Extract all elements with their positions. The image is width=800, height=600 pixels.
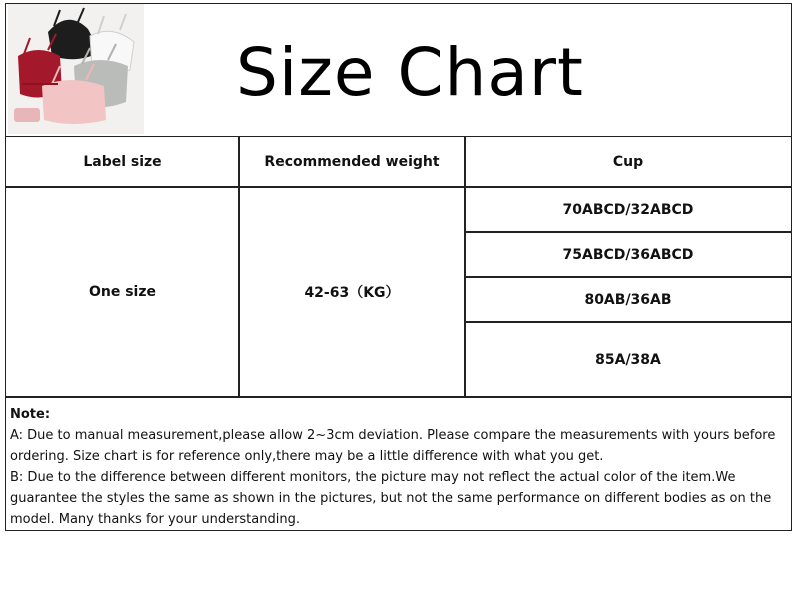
cup-size-2: 75ABCD/36ABCD [562,246,694,263]
table-divider [464,137,466,397]
table-divider [465,276,791,278]
header-cup: Cup [612,154,644,170]
table-divider [238,137,240,397]
cup-size-1: 70ABCD/32ABCD [562,201,694,218]
table-divider [6,396,791,398]
note-b: B: Due to the difference between different monitors, the picture may not reflect the actual color of the item.We guarantee the styles the same as shown in the pictures, but not the same performance on different bodies as on the model. Many thanks for your understanding. [10,470,772,527]
table-divider [465,321,791,323]
cup-size-4: 85A/38A [595,351,661,368]
page-title: Size Chart [236,34,584,111]
chart-header [6,4,791,137]
label-size-value: One size [88,284,156,300]
header-label-size: Label size [83,154,162,170]
table-divider [6,186,791,188]
product-thumbnail [8,4,144,134]
recommended-weight-value: 42-63（KG） [304,285,400,301]
notes-section [10,404,785,530]
header-recommended-weight: Recommended weight [264,154,440,170]
product-image [8,4,144,134]
notes-heading: Note: [10,407,51,422]
size-chart-frame [5,3,792,531]
cup-size-3: 80AB/36AB [584,291,672,308]
table-divider [465,231,791,233]
note-a: A: Due to manual measurement,please allow 2~3cm deviation. Please compare the measurements with yours before ordering. Size chart is for reference only,there may be a little difference with what you get. [10,428,776,464]
